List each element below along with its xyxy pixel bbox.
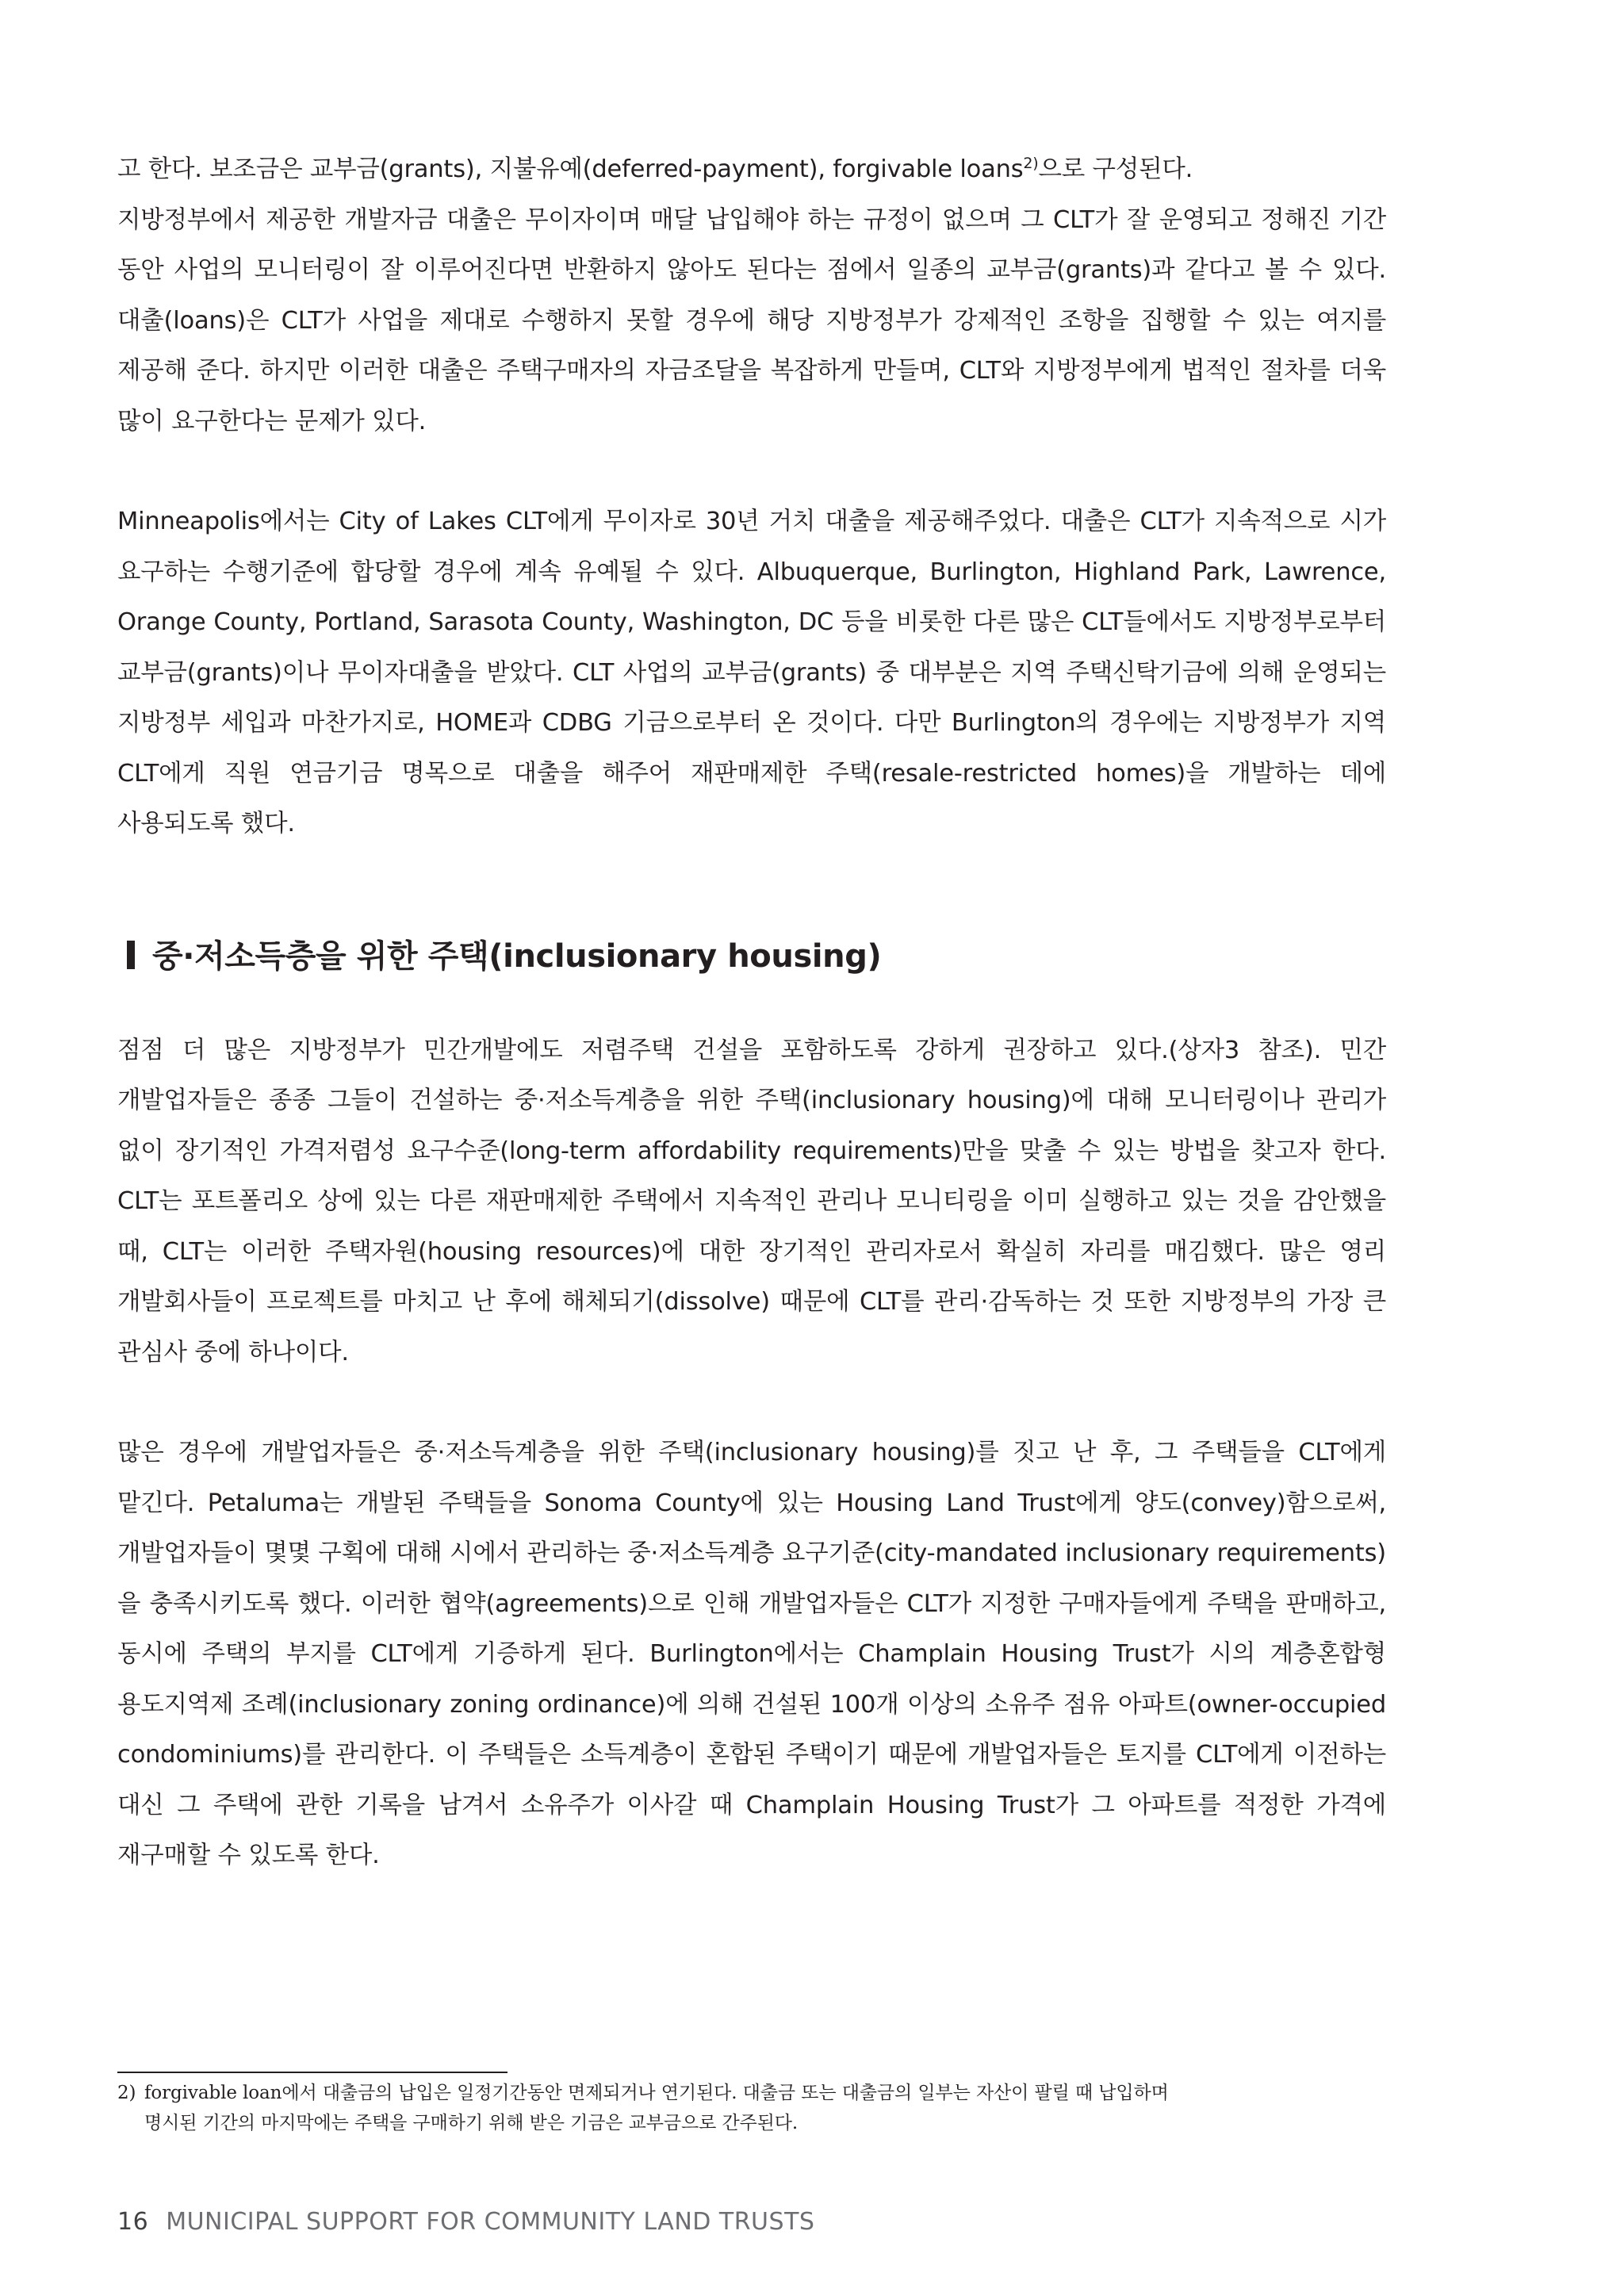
intro-paragraph-2: 지방정부에서 제공한 개발자금 대출은 무이자이며 매달 납입해야 하는 규정이 없으며 그 CLT가 잘 운영되고 정해진 기간 동안 사업의 모니터링이 잘 이루어진다면 반환하지 않아도 된다는 점에서 일종의 교부금(grants)과 같다고 볼 수 있다. 대출(loans)은 CLT가 사업을 제대로 수행하지 못할 경우에 해당 지방정부가 강제적인 조항을 집행할 수 있는 여지를 제공해 준다. 하지만 이러한 대출은 주택구매자의 자금조달을 복잡하게 만들며, CLT와 지방정부에게 법적인 절차를 더욱 많이 요구한다는 문제가 있다. [117, 205, 1386, 435]
heading-spacer [117, 984, 1386, 1025]
running-title: MUNICIPAL SUPPORT FOR COMMUNITY LAND TRUSTS [166, 2208, 815, 2236]
footnote-reference-marker[interactable]: 2) [1023, 154, 1039, 172]
intro-paragraph-3: Minneapolis에서는 City of Lakes CLT에게 무이자로 30년 거치 대출을 제공해주었다. 대출은 CLT가 지속적으로 시가 요구하는 수행기준에 합당할 경우에 계속 유예될 수 있다. Albuquerque, Burlington, Highland Park, Lawrence, Orange County, Portland, Sarasota County, Washington, DC 등을 비롯한 다른 많은 CLT들에서도 지방정부로부터 교부금(grants)이나 무이자대출을 받았다. CLT 사업의 교부금(grants) 중 대부분은 지역 주택신탁기금에 의해 운영되는 지방정부 세입과 마찬가지로, HOME과 CDBG 기금으로부터 온 것이다. 다만 Burlington의 경우에는 지방정부가 지역 CLT에게 직원 연금기금 명목으로 대출을 해주어 재판매제한 주택(resale-restricted homes)을 개발하는 데에 사용되도록 했다. [117, 508, 1386, 838]
section-paragraph-2: 많은 경우에 개발업자들은 중·저소득계층을 위한 주택(inclusionary housing)를 짓고 난 후, 그 주택들을 CLT에게 맡긴다. Petaluma는 개발된 주택들을 Sonoma County에 있는 Housing Land Trust에게 양도(convey)함으로써, 개발업자들이 몇몇 구획에 대해 시에서 관리하는 중·저소득계층 요구기준(city-mandated inclusionary requirements)을 충족시키도록 했다. 이러한 협약(agreements)으로 인해 개발업자들은 CLT가 지정한 구매자들에게 주택을 판매하고, 동시에 주택의 부지를 CLT에게 기증하게 된다. Burlington에서는 Champlain Housing Trust가 시의 계층혼합형 용도지역제 조례(inclusionary zoning ordinance)에 의해 건설된 100개 이상의 소유주 점유 아파트(owner-occupied condominiums)를 관리한다. 이 주택들은 소득계층이 혼합된 주택이기 때문에 개발업자들은 토지를 CLT에게 이전하는 대신 그 주택에 관한 기록을 남겨서 소유주가 이사갈 때 Champlain Housing Trust가 그 아파트를 적정한 가격에 재구매할 수 있도록 한다. [117, 1439, 1386, 1869]
section-paragraph-1: 점점 더 많은 지방정부가 민간개발에도 저렴주택 건설을 포함하도록 강하게 권장하고 있다.(상자3 참조). 민간 개발업자들은 종종 그들이 건설하는 중·저소득계층을 위한 주택(inclusionary housing)에 대해 모니터링이나 관리가 없이 장기적인 가격저렴성 요구수준(long-term affordability requirements)만을 맞출 수 있는 방법을 찾고자 한다. CLT는 포트폴리오 상에 있는 다른 재판매제한 주택에서 지속적인 관리나 모니티링을 이미 실행하고 있는 것을 감안했을 때, CLT는 이러한 주택자원(housing resources)에 대한 장기적인 관리자로서 확실히 자리를 매김했다. 많은 영리 개발회사들이 프로젝트를 마치고 난 후에 해체되기(dissolve) 때문에 CLT를 관리·감독하는 것 또한 지방정부의 가장 큰 관심사 중에 하나이다. [117, 1036, 1386, 1366]
page-footer [117, 2206, 814, 2238]
footnote-number: 2) [117, 2083, 136, 2103]
footnote-text-1: forgivable loan에서 대출금의 납입은 일정기간동안 면제되거나 연기된다. 대출금 또는 대출금의 일부는 자산이 팔릴 때 납입하며 [144, 2083, 1169, 2103]
intro-paragraph-1 [117, 144, 1386, 195]
page-number: 16 [117, 2208, 149, 2236]
intro-paragraph-1-tail: 으로 구성된다. [1038, 155, 1193, 183]
footnote-divider [117, 2072, 508, 2073]
paragraph-spacer [117, 1378, 1386, 1428]
section-heading [117, 929, 1386, 984]
footnote-line-1 [117, 2078, 1513, 2108]
footnote-line-2: 명시된 기간의 마지막에는 주택을 구매하기 위해 받은 기금은 교부금으로 간주된다. [144, 2113, 799, 2133]
main-content [117, 144, 1386, 1881]
section-spacer [117, 849, 1386, 929]
paragraph-spacer [117, 447, 1386, 496]
heading-bar-marker [127, 941, 135, 969]
intro-paragraph-1-text: 고 한다. 보조금은 교부금(grants), 지불유예(deferred-payment), forgivable loans [117, 155, 1024, 183]
section-heading-text: 중·저소득층을 위한 주택(inclusionary housing) [152, 937, 882, 975]
footnote [117, 2078, 1513, 2138]
